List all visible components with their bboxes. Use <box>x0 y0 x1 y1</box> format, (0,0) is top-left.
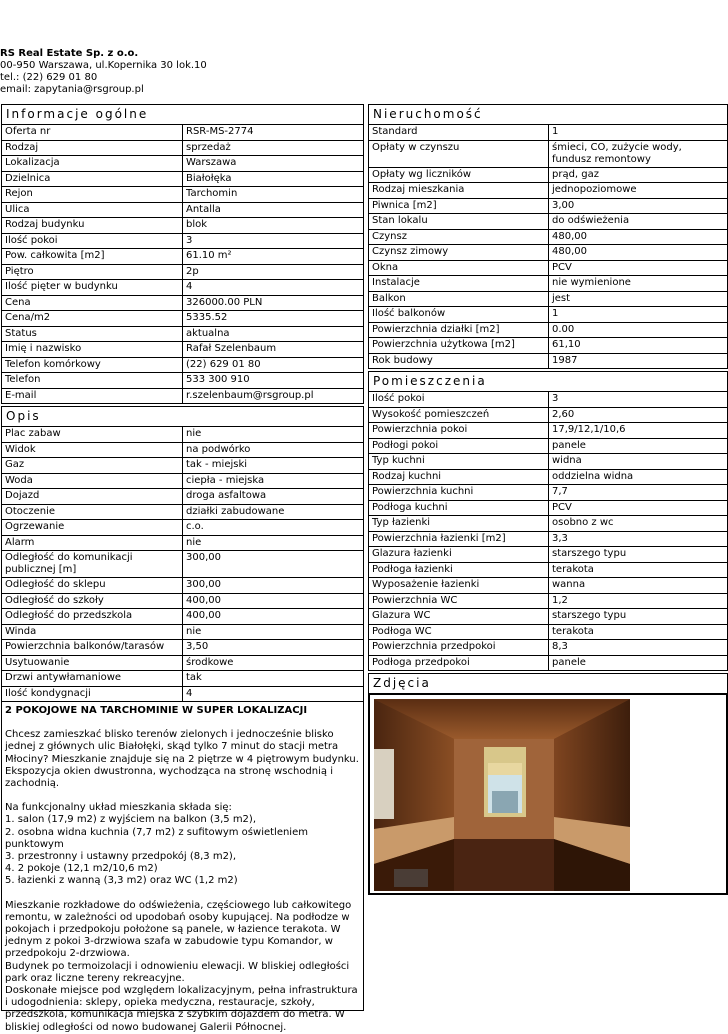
table-row <box>369 547 727 563</box>
row-value: Rafał Szelenbaum <box>186 343 277 354</box>
table-row <box>2 640 363 656</box>
row-value: 1,2 <box>552 594 568 606</box>
row-value: 5335.52 <box>186 312 228 323</box>
row-value: 61,10 <box>552 339 581 350</box>
property-table <box>369 125 727 368</box>
row-label: Typ kuchni <box>369 454 549 469</box>
row-value: 480,00 <box>552 246 587 257</box>
row-label: Powierzchnia WC <box>369 594 549 609</box>
rooms-table <box>369 392 727 670</box>
row-label: Cena <box>2 296 183 311</box>
row-label: Powierzchnia pokoi <box>369 423 549 438</box>
row-label: Podłogi pokoi <box>369 439 549 454</box>
row-label: Usytuowanie <box>2 656 183 671</box>
row-value: 3 <box>552 393 559 404</box>
table-row <box>2 609 363 625</box>
row-label: Opłaty w czynszu <box>369 141 549 167</box>
table-row <box>2 458 363 474</box>
table-row <box>369 578 727 594</box>
photos-title: Zdjęcia <box>369 674 727 694</box>
row-value: jednopoziomowe <box>552 184 637 195</box>
row-value: 1987 <box>552 354 578 366</box>
row-value: 326000.00 PLN <box>186 296 263 308</box>
table-row <box>2 427 363 443</box>
row-value: prąd, gaz <box>552 168 600 180</box>
row-value: nie <box>186 625 202 637</box>
row-value: (22) 629 01 80 <box>186 358 261 370</box>
row-label: Ilość pokoi <box>2 234 183 249</box>
table-row <box>2 203 363 219</box>
row-value: 400,00 <box>186 610 221 621</box>
row-value: c.o. <box>186 521 204 532</box>
row-label: Drzwi antywłamaniowe <box>2 671 183 686</box>
table-row <box>2 373 363 389</box>
row-label: Glazura WC <box>369 609 549 624</box>
table-row <box>2 687 363 702</box>
row-label: Rodzaj <box>2 141 183 156</box>
general-info-section <box>1 104 364 404</box>
row-label: Powierzchnia działki [m2] <box>369 323 549 338</box>
row-value: droga asfaltowa <box>186 490 267 501</box>
table-row <box>2 218 363 234</box>
company-phone: tel.: (22) 629 01 80 <box>0 72 98 83</box>
row-value: 300,00 <box>186 552 221 563</box>
description-headline: 2 POKOJOWE NA TARCHOMINIE W SUPER LOKALIZACJI <box>5 705 308 716</box>
row-value: działki zabudowane <box>186 505 285 517</box>
table-row <box>2 296 363 312</box>
general-info-title: Informacje ogólne <box>2 105 363 125</box>
row-label: Cena/m2 <box>2 311 183 326</box>
table-row <box>2 656 363 672</box>
row-label: Powierzchnia balkonów/tarasów <box>2 640 183 655</box>
row-value: blok <box>186 219 208 230</box>
table-row <box>369 338 727 354</box>
table-row <box>369 625 727 641</box>
table-row <box>2 536 363 552</box>
property-section <box>368 104 728 369</box>
row-label: Plac zabaw <box>2 427 183 442</box>
row-value: 17,9/12,1/10,6 <box>552 424 626 435</box>
row-label: Powierzchnia użytkowa [m2] <box>369 338 549 353</box>
table-row <box>369 439 727 455</box>
table-row <box>369 454 727 470</box>
row-label: Instalacje <box>369 276 549 291</box>
row-label: Ilość kondygnacji <box>2 687 183 702</box>
rooms-title: Pomieszczenia <box>369 372 727 392</box>
row-value: 3,3 <box>552 532 568 544</box>
company-header <box>0 48 207 96</box>
row-label: Podłoga przedpokoi <box>369 656 549 671</box>
table-row <box>369 168 727 184</box>
row-label: Alarm <box>2 536 183 551</box>
table-row <box>369 261 727 277</box>
row-value: starszego typu <box>552 610 627 621</box>
row-value: starszego typu <box>552 548 627 559</box>
row-label: E-mail <box>2 389 183 404</box>
row-value: RSR-MS-2774 <box>186 126 254 137</box>
row-label: Czynsz <box>369 230 549 245</box>
row-value: panele <box>552 439 586 451</box>
row-value: PCV <box>552 261 572 273</box>
row-label: Rejon <box>2 187 183 202</box>
kitchen-photo[interactable] <box>374 699 630 891</box>
row-value: środkowe <box>186 656 234 668</box>
row-value: r.szelenbaum@rsgroup.pl <box>186 389 314 401</box>
right-column <box>368 104 728 897</box>
general-info-table <box>2 125 363 403</box>
row-label: Odległość do sklepu <box>2 578 183 593</box>
row-value: widna <box>552 455 582 466</box>
photos-section <box>368 673 728 895</box>
row-label: Telefon <box>2 373 183 388</box>
row-value: Antalla <box>186 203 221 215</box>
row-value: nie wymienione <box>552 277 631 288</box>
table-row <box>2 234 363 250</box>
table-row <box>2 327 363 343</box>
row-label: Dzielnica <box>2 172 183 187</box>
row-label: Ulica <box>2 203 183 218</box>
row-label: Rodzaj budynku <box>2 218 183 233</box>
row-label: Glazura łazienki <box>369 547 549 562</box>
table-row <box>2 311 363 327</box>
row-label: Typ łazienki <box>369 516 549 531</box>
table-row <box>2 125 363 141</box>
row-label: Woda <box>2 474 183 489</box>
row-value: 1 <box>552 308 559 319</box>
table-row <box>2 520 363 536</box>
row-label: Ogrzewanie <box>2 520 183 535</box>
table-row <box>2 389 363 404</box>
property-title: Nieruchomość <box>369 105 727 125</box>
table-row <box>2 187 363 203</box>
table-row <box>369 354 727 369</box>
table-row <box>369 516 727 532</box>
row-value: 61.10 m² <box>186 250 232 261</box>
table-row <box>2 578 363 594</box>
row-label: Czynsz zimowy <box>369 245 549 260</box>
row-label: Stan lokalu <box>369 214 549 229</box>
table-row <box>369 532 727 548</box>
row-value: 4 <box>186 281 193 292</box>
row-label: Rok budowy <box>369 354 549 369</box>
table-row <box>2 594 363 610</box>
row-value: Białołęka <box>186 172 232 184</box>
table-row <box>369 408 727 424</box>
row-value: 4 <box>186 687 193 699</box>
row-label: Standard <box>369 125 549 140</box>
table-row <box>2 249 363 265</box>
opis-section <box>1 406 364 702</box>
row-value: jest <box>552 292 571 304</box>
row-value: PCV <box>552 501 572 513</box>
row-value: terakota <box>552 625 594 637</box>
table-row <box>2 358 363 374</box>
row-value: 3,50 <box>186 641 209 652</box>
description-paragraph: Chcesz zamieszkać blisko terenów zielonych i jednocześnie blisko jednej z głównych ulic Białołęki, skąd tylko 7 minut do stacji metra Młociny? Mieszkanie znajduje się na 2 piętrze w 4 piętrowym budynku. Ekspozycja okien dwustronna, wychodząca na stronę wschodnią i zachodnią. <box>5 729 359 790</box>
table-row <box>2 156 363 172</box>
row-value: 3 <box>186 234 193 246</box>
row-label: Telefon komórkowy <box>2 358 183 373</box>
row-label: Okna <box>369 261 549 276</box>
row-value: aktualna <box>186 327 230 339</box>
row-label: Powierzchnia kuchni <box>369 485 549 500</box>
row-label: Wysokość pomieszczeń <box>369 408 549 423</box>
photo-container <box>369 694 727 894</box>
table-row <box>369 485 727 501</box>
row-label: Rodzaj kuchni <box>369 470 549 485</box>
table-row <box>2 489 363 505</box>
row-label: Ilość pokoi <box>369 392 549 407</box>
table-row <box>369 141 727 168</box>
row-value: 7,7 <box>552 486 568 497</box>
row-value: do odświeżenia <box>552 215 630 226</box>
table-row <box>369 276 727 292</box>
row-label: Odległość do komunikacji publicznej [m] <box>2 551 183 577</box>
opis-title: Opis <box>2 407 363 427</box>
row-label: Piętro <box>2 265 183 280</box>
description-body <box>5 729 360 1034</box>
row-label: Piwnica [m2] <box>369 199 549 214</box>
row-value: 3,00 <box>552 199 575 211</box>
row-label: Odległość do przedszkola <box>2 609 183 624</box>
table-row <box>369 323 727 339</box>
row-label: Opłaty wg liczników <box>369 168 549 183</box>
opis-table <box>2 427 363 701</box>
table-row <box>369 230 727 246</box>
table-row <box>2 342 363 358</box>
table-row <box>369 125 727 141</box>
table-row <box>369 501 727 517</box>
row-value: tak <box>186 672 202 683</box>
table-row <box>2 474 363 490</box>
row-label: Odległość do szkoły <box>2 594 183 609</box>
row-value: 480,00 <box>552 230 587 242</box>
table-row <box>2 280 363 296</box>
company-address: 00-950 Warszawa, ul.Kopernika 30 lok.10 <box>0 60 207 71</box>
table-row <box>369 392 727 408</box>
row-label: Lokalizacja <box>2 156 183 171</box>
row-value: tak - miejski <box>186 459 248 470</box>
row-value: panele <box>552 656 586 668</box>
row-label: Powierzchnia przedpokoi <box>369 640 549 655</box>
row-label: Winda <box>2 625 183 640</box>
table-row <box>369 307 727 323</box>
table-row <box>369 470 727 486</box>
rooms-section <box>368 371 728 671</box>
row-value: 2p <box>186 265 199 277</box>
table-row <box>2 551 363 578</box>
row-label: Balkon <box>369 292 549 307</box>
row-value: 1 <box>552 126 559 137</box>
row-value: ciepła - miejska <box>186 474 265 486</box>
row-value: Tarchomin <box>186 188 238 199</box>
row-label: Oferta nr <box>2 125 183 140</box>
table-row <box>369 423 727 439</box>
table-row <box>369 199 727 215</box>
table-row <box>369 245 727 261</box>
row-value: 400,00 <box>186 594 221 606</box>
description-paragraph: Mieszkanie rozkładowe do odświeżenia, częściowego lub całkowitego remontu, w zależności od upodobań osoby kupującej. Na podłodze w pokojach i przedpokoju położone są panele, w łazience terakota. W jednym z pokoi 3-drzwiowa szafa w zabudowie typu Komandor, w przedpokoju 2-drzwiowa. Budynek po termoizolacji i odnowieniu elewacji. W bliskiej odległości park oraz liczne tereny rekreacyjne. Doskonałe miejsce pod względem lokalizacyjnym, pełna infrastruktura i udogodnienia: sklepy, opieka medyczna, restauracje, szkoły, przedszkola, komunikacja miejska z szybkim dojazdem do metra. W bliskiej odległości od nowo budowanej Galerii Północnej. <box>5 899 358 1033</box>
row-label: Widok <box>2 443 183 458</box>
table-row <box>2 265 363 281</box>
table-row <box>2 505 363 521</box>
table-row <box>369 609 727 625</box>
row-value: nie <box>186 428 202 439</box>
company-name: RS Real Estate Sp. z o.o. <box>0 48 139 59</box>
table-row <box>2 625 363 641</box>
table-row <box>2 671 363 687</box>
table-row <box>369 183 727 199</box>
table-row <box>369 214 727 230</box>
row-label: Gaz <box>2 458 183 473</box>
row-value: sprzedaż <box>186 141 231 153</box>
row-value: 300,00 <box>186 579 221 590</box>
row-value: 8,3 <box>552 641 568 652</box>
table-row <box>2 443 363 459</box>
row-label: Podłoga łazienki <box>369 563 549 578</box>
table-row <box>369 594 727 610</box>
company-email: email: zapytania@rsgroup.pl <box>0 84 144 95</box>
row-label: Pow. całkowita [m2] <box>2 249 183 264</box>
row-value: nie <box>186 536 202 548</box>
row-label: Podłoga WC <box>369 625 549 640</box>
table-row <box>369 640 727 656</box>
row-label: Podłoga kuchni <box>369 501 549 516</box>
table-row <box>369 656 727 671</box>
description-paragraph: Na funkcjonalny układ mieszkania składa się: 1. salon (17,9 m2) z wyjściem na balkon (3,5 m2), 2. osobna widna kuchnia (7,7 m2) z sufitowym oświetleniem punktowym 3. przestronny i ustawny przedpokój (8,3 m2), 4. 2 pokoje (12,1 m2/10,6 m2) 5. łazienki z wanną (3,3 m2) oraz WC (1,2 m2) <box>5 802 308 887</box>
row-label: Status <box>2 327 183 342</box>
row-value: wanna <box>552 579 586 590</box>
row-value: terakota <box>552 563 594 575</box>
table-row <box>2 141 363 157</box>
table-row <box>369 292 727 308</box>
row-label: Imię i nazwisko <box>2 342 183 357</box>
row-value: 0.00 <box>552 323 575 335</box>
row-value: 533 300 910 <box>186 374 250 385</box>
row-value: osobno z wc <box>552 517 614 528</box>
table-row <box>369 563 727 579</box>
table-row <box>2 172 363 188</box>
row-label: Wyposażenie łazienki <box>369 578 549 593</box>
row-value: na podwórko <box>186 443 251 455</box>
row-label: Otoczenie <box>2 505 183 520</box>
row-value: oddzielna widna <box>552 470 634 482</box>
left-column <box>1 104 364 1033</box>
row-label: Powierzchnia łazienki [m2] <box>369 532 549 547</box>
row-label: Ilość pięter w budynku <box>2 280 183 295</box>
row-label: Dojazd <box>2 489 183 504</box>
description <box>1 702 364 1033</box>
row-value: śmieci, CO, zużycie wody, fundusz remontowy <box>552 141 682 165</box>
row-label: Ilość balkonów <box>369 307 549 322</box>
row-label: Rodzaj mieszkania <box>369 183 549 198</box>
row-value: 2,60 <box>552 408 575 420</box>
row-value: Warszawa <box>186 157 237 168</box>
